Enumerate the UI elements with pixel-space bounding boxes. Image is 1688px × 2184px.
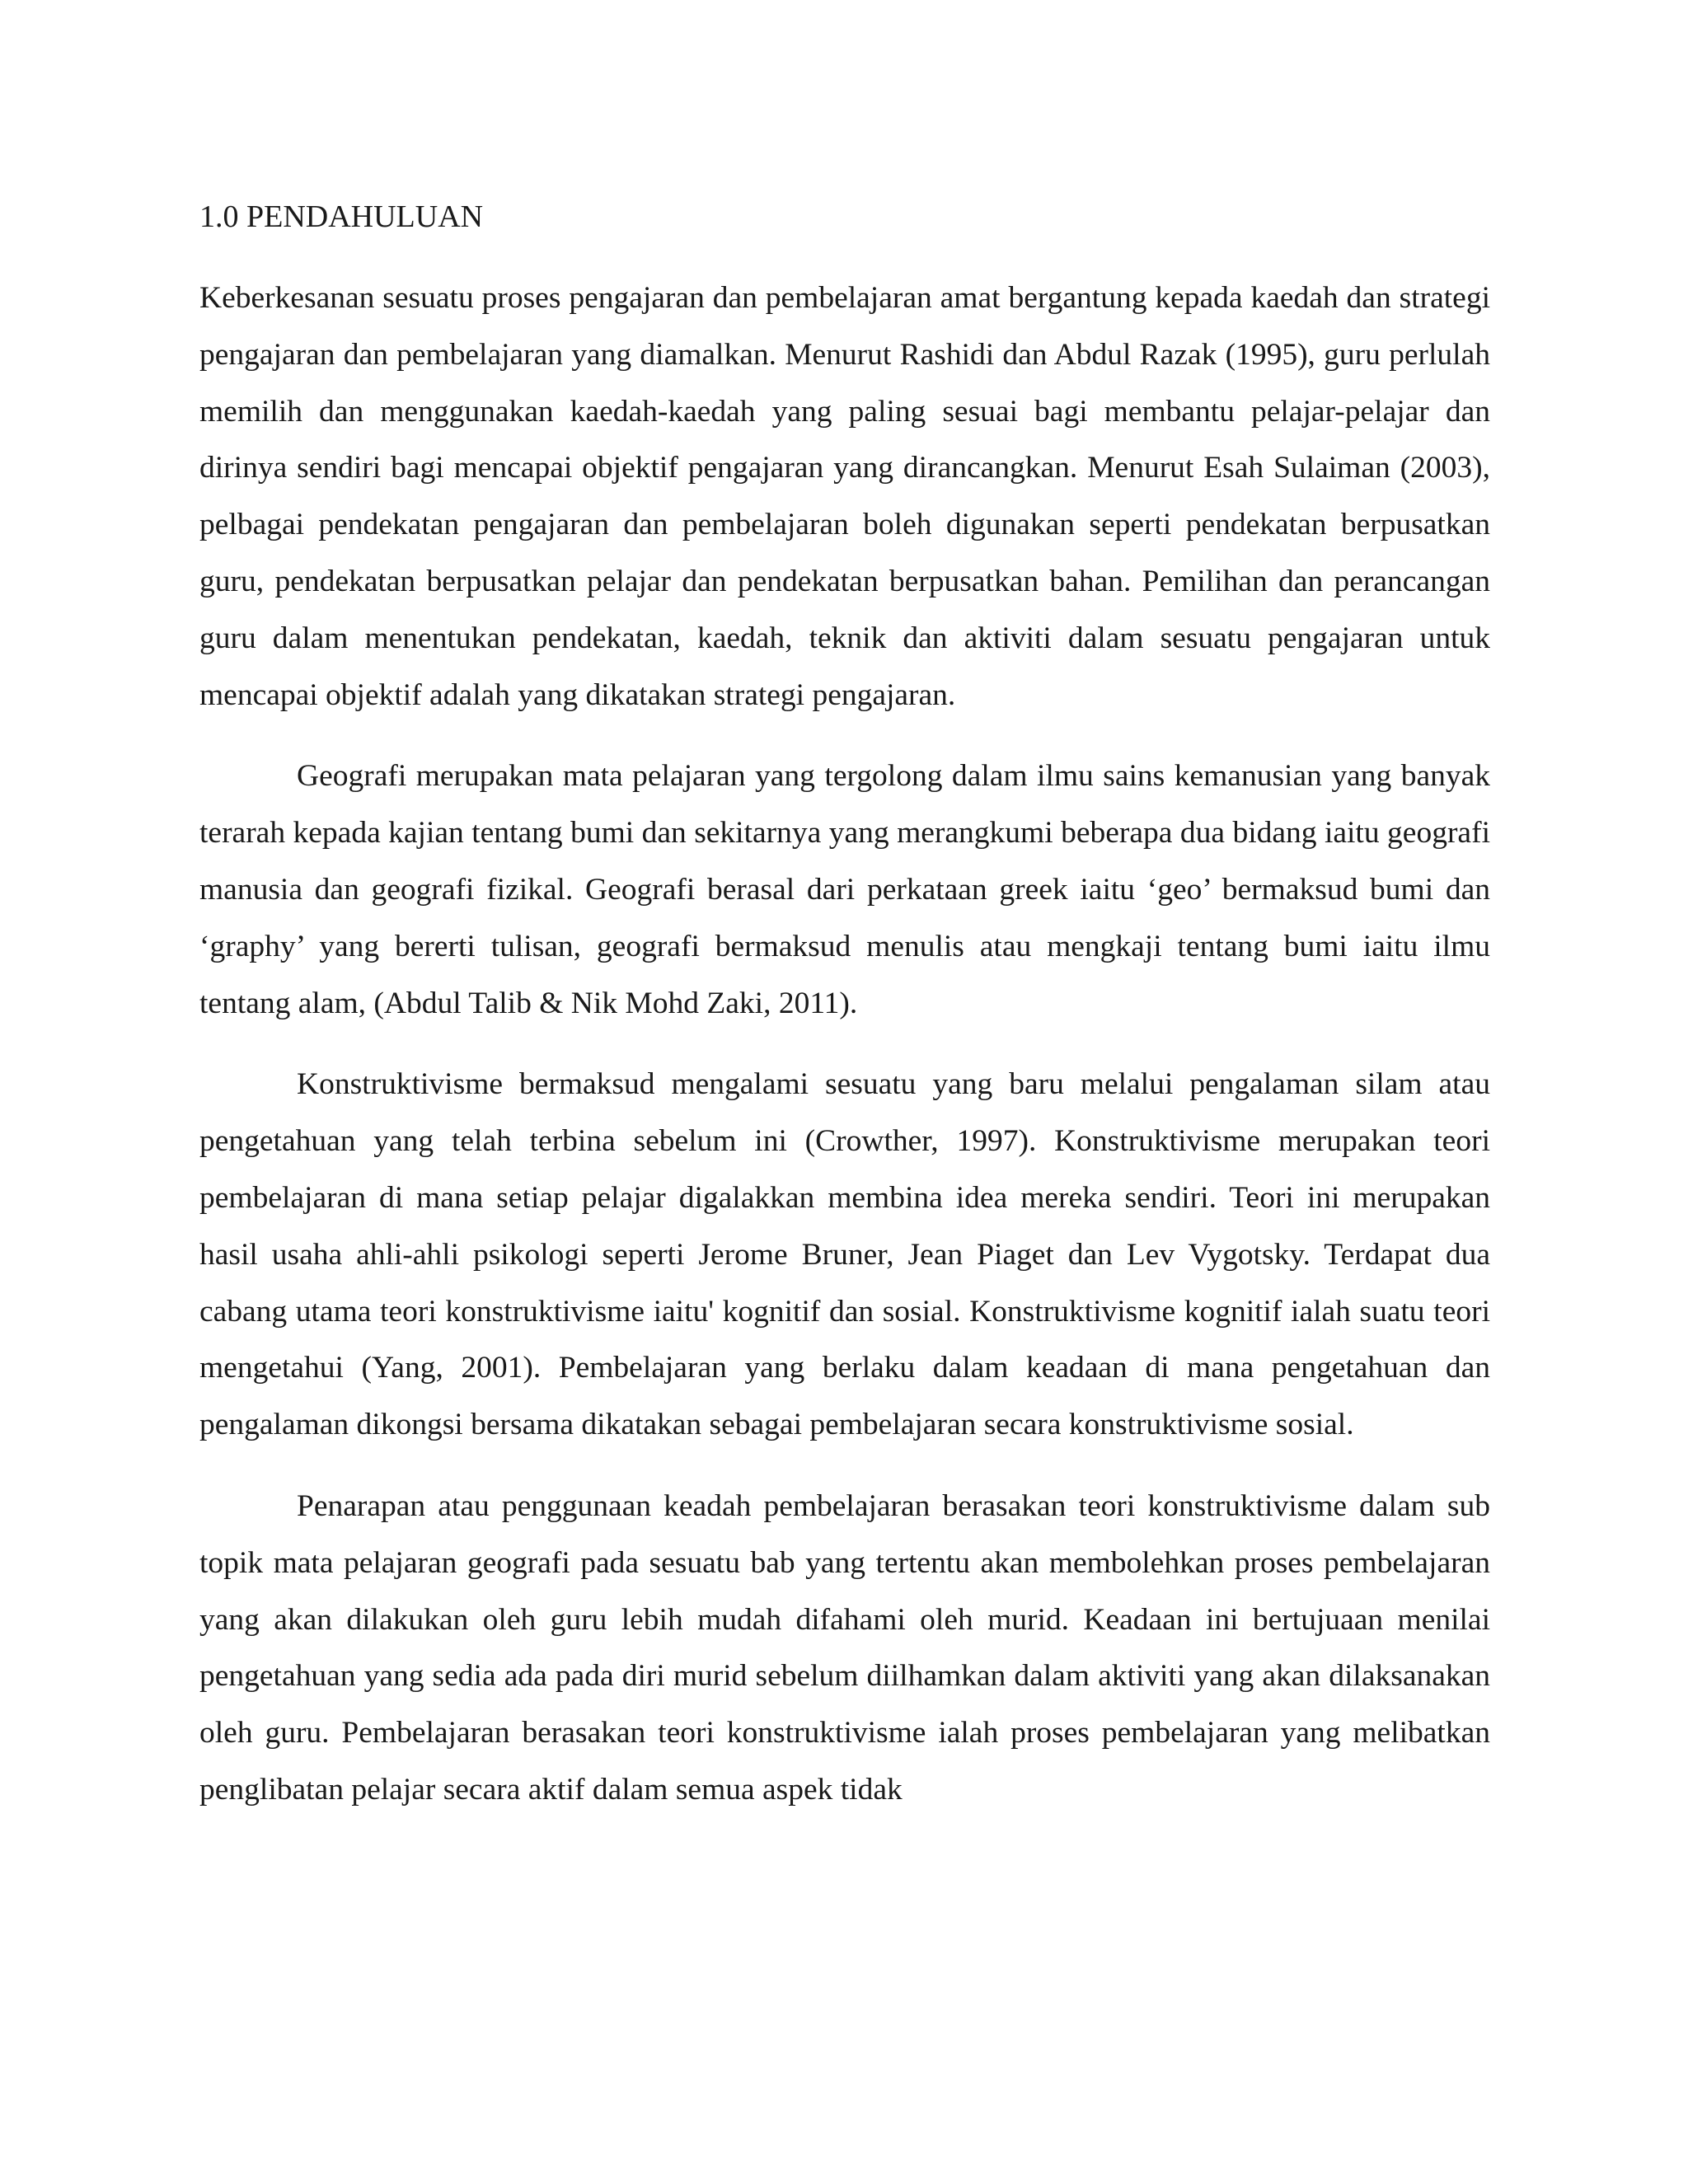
paragraph-intro: Keberkesanan sesuatu proses pengajaran dan pembelajaran amat bergantung kepada kaedah dan strategi pengajaran dan pembelajaran yang diamalkan. Menurut Rashidi dan Abdul Razak (1995), guru perlulah memilih dan menggunakan kaedah-kaedah yang paling sesuai bagi membantu pelajar-pelajar dan dirinya sendiri bagi mencapai objektif pengajaran yang dirancangkan. Menurut Esah Sulaiman (2003), pelbagai pendekatan pengajaran dan pembelajaran boleh digunakan seperti pendekatan berpusatkan guru, pendekatan berpusatkan pelajar dan pendekatan berpusatkan bahan. Pemilihan dan perancangan guru dalam menentukan pendekatan, kaedah, teknik dan aktiviti dalam sesuatu pengajaran untuk mencapai objektif adalah yang dikatakan strategi pengajaran. bbox=[199, 281, 1490, 712]
document-body bbox=[199, 198, 1490, 1844]
paragraph-penarapan: Penarapan atau penggunaan keadah pembelajaran berasakan teori konstruktivisme dalam sub topik mata pelajaran geografi pada sesuatu bab yang tertentu akan membolehkan proses pembelajaran yang akan dilakukan oleh guru lebih mudah difahami oleh murid. Keadaan ini bertujuaan menilai pengetahuan yang sedia ada pada diri murid sebelum diilhamkan dalam aktiviti yang akan dilaksanakan oleh guru. Pembelajaran berasakan teori konstruktivisme ialah proses pembelajaran yang melibatkan penglibatan pelajar secara aktif dalam semua aspek tidak bbox=[199, 1488, 1490, 1807]
paragraph-geografi: Geografi merupakan mata pelajaran yang tergolong dalam ilmu sains kemanusian yang banyak terarah kepada kajian tentang bumi dan sekitarnya yang merangkumi beberapa dua bidang iaitu geografi manusia dan geografi fizikal. Geografi berasal dari perkataan greek iaitu ‘geo’ bermaksud bumi dan ‘graphy’ yang bererti tulisan, geografi bermaksud menulis atau mengkaji tentang bumi iaitu ilmu tentang alam, (Abdul Talib & Nik Mohd Zaki, 2011). bbox=[199, 759, 1490, 1020]
paragraph-konstruktivisme: Konstruktivisme bermaksud mengalami sesuatu yang baru melalui pengalaman silam atau pengetahuan yang telah terbina sebelum ini (Crowther, 1997). Konstruktivisme merupakan teori pembelajaran di mana setiap pelajar digalakkan membina idea mereka sendiri. Teori ini merupakan hasil usaha ahli-ahli psikologi seperti Jerome Bruner, Jean Piaget dan Lev Vygotsky. Terdapat dua cabang utama teori konstruktivisme iaitu' kognitif dan sosial. Konstruktivisme kognitif ialah suatu teori mengetahui (Yang, 2001). Pembelajaran yang berlaku dalam keadaan di mana pengetahuan dan pengalaman dikongsi bersama dikatakan sebagai pembelajaran secara konstruktivisme sosial. bbox=[199, 1067, 1490, 1442]
section-heading: 1.0 PENDAHULUAN bbox=[199, 199, 484, 234]
